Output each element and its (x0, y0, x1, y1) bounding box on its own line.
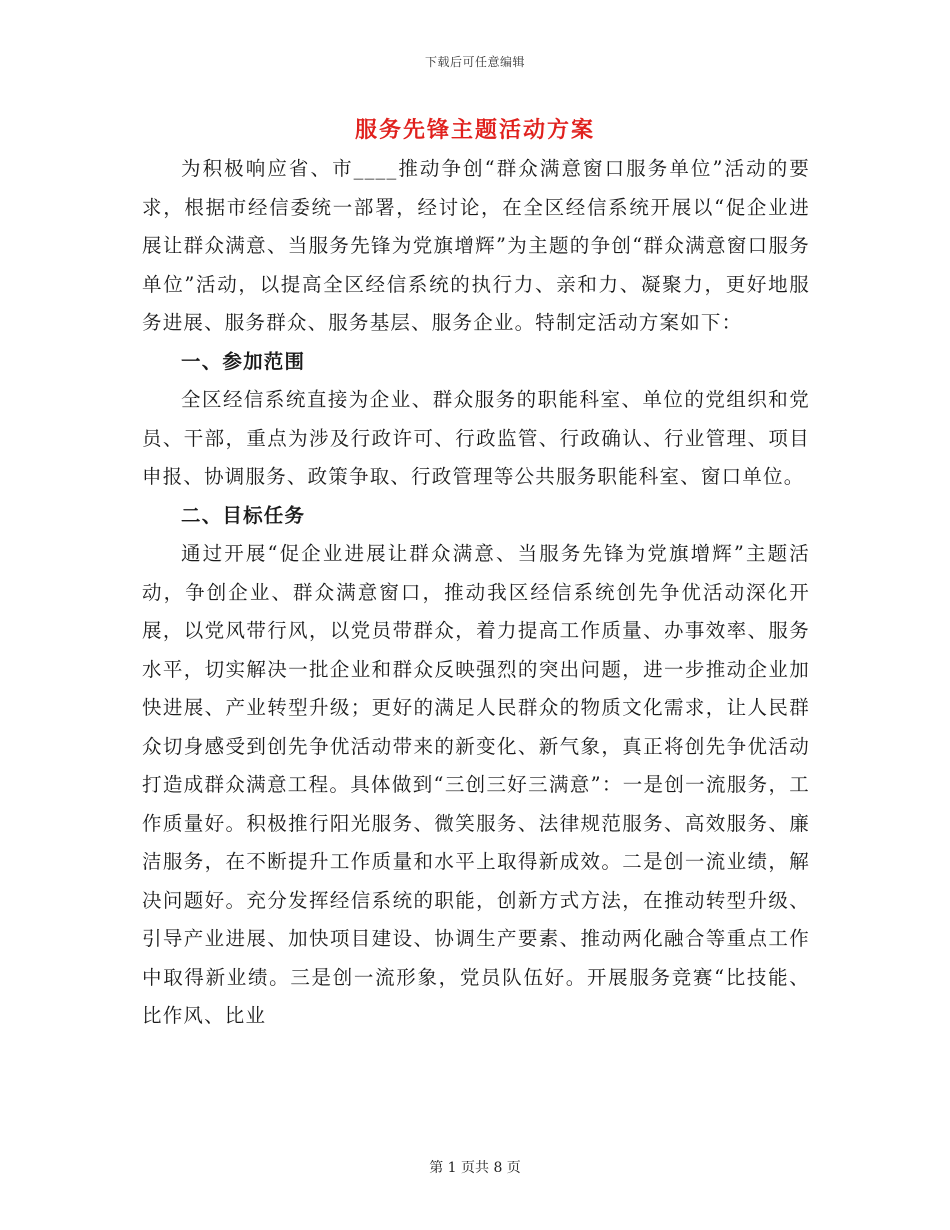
header-note: 下载后可任意编辑 (424, 55, 525, 69)
section-heading-scope: 一、参加范围 (181, 349, 306, 373)
section-heading-goals: 二、目标任务 (181, 503, 306, 527)
paragraph-intro: 为积极响应省、市____推动争创“群众满意窗口服务单位”活动的要求，根据市经信委统一部署，经讨论，在全区经信系统开展以“促企业进展让群众满意、当服务先锋为党旗增辉”为主题的争创“群众满意窗口服务单位”活动，以提高全区经信系统的执行力、亲和力、凝聚力，更好地服务进展、服务群众、服务基层、服务企业。特制定活动方案如下： (142, 157, 810, 334)
paragraph-goals: 通过开展“促企业进展让群众满意、当服务先锋为党旗增辉”主题活动，争创企业、群众满意窗口，推动我区经信系统创先争优活动深化开展，以党风带行风，以党员带群众，着力提高工作质量、办事效率、服务水平，切实解决一批企业和群众反映强烈的突出问题，进一步推动企业加快进展、产业转型升级；更好的满足人民群众的物质文化需求，让人民群众切身感受到创先争优活动带来的新变化、新气象，真正将创先争优活动打造成群众满意工程。具体做到“三创三好三满意”：一是创一流服务，工作质量好。积极推行阳光服务、微笑服务、法律规范服务、高效服务、廉洁服务，在不断提升工作质量和水平上取得新成效。二是创一流业绩，解决问题好。充分发挥经信系统的职能，创新方式方法，在推动转型升级、引导产业进展、加快项目建设、协调生产要素、推动两化融合等重点工作中取得新业绩。三是创一流形象，党员队伍好。开展服务竞赛“比技能、比作风、比业 (142, 542, 810, 1027)
page-footer: 第 1 页共 8 页 (429, 1160, 521, 1176)
document-body (142, 150, 810, 1036)
document-title: 服务先锋主题活动方案 (354, 117, 595, 143)
paragraph-scope: 全区经信系统直接为企业、群众服务的职能科室、单位的党组织和党员、干部，重点为涉及行政许可、行政监管、行政确认、行业管理、项目申报、协调服务、政策争取、行政管理等公共服务职能科室、窗口单位。 (142, 388, 810, 488)
